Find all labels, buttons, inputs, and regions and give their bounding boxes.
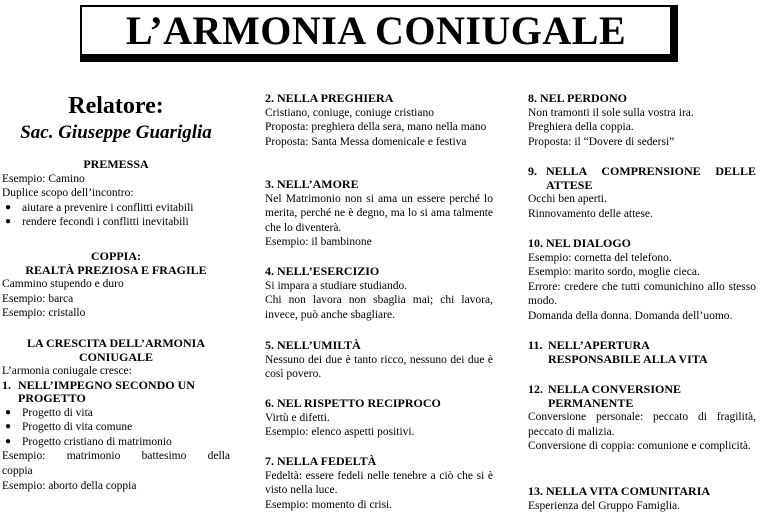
title-shadow xyxy=(80,5,678,62)
bullet-item xyxy=(2,406,230,421)
section-line: Esempio: il bambinone xyxy=(265,236,372,249)
item-1-heading-cont xyxy=(2,392,230,406)
crescita-example: Esempio: matrimonio battesimo della xyxy=(2,450,230,463)
section-line: Si impara a studiare studiando. xyxy=(265,279,408,292)
section-heading: 5. NELL’UMILTÀ xyxy=(265,338,361,352)
page-title: L’ARMONIA CONIUGALE xyxy=(80,5,672,56)
section-line: Nessuno dei due è tanto ricco, nessuno dei due è così povero. xyxy=(265,353,493,381)
premessa-line: Duplice scopo dell’incontro: xyxy=(2,187,134,200)
section-title: NELLA CONVERSIONE xyxy=(548,382,682,396)
section-title: ATTESE xyxy=(546,177,593,192)
section-heading xyxy=(528,165,756,179)
bullet-text: Progetto di vita comune xyxy=(22,421,133,434)
section-line: Chi non lavora non sbaglia mai; chi lavora, invece, può anche sbagliare. xyxy=(265,294,493,321)
crescita-intro: L’armonia coniugale cresce: xyxy=(2,365,132,377)
section-line: Proposta: il “Dovere di sedersi” xyxy=(528,135,675,148)
crescita-heading: LA CRESCITA DELL’ARMONIA xyxy=(26,336,206,350)
section-number: 9. xyxy=(528,164,537,178)
bullet-item xyxy=(2,420,230,435)
section-heading: 7. NELLA FEDELTÀ xyxy=(265,454,377,468)
section-5 xyxy=(265,339,493,382)
premessa-heading: PREMESSA xyxy=(83,157,149,171)
bullet-text: rendere fecondi i conflitti inevitabili xyxy=(22,216,189,229)
coppia-heading: COPPIA: xyxy=(91,249,141,263)
section-line: Fedeltà: essere fedeli nelle tenebre a ciò che si è visto nella luce. xyxy=(265,469,493,497)
crescita-subheading: CONIUGALE xyxy=(78,349,153,364)
coppia-line: Esempio: cristallo xyxy=(2,307,86,320)
section-heading-cont xyxy=(528,179,756,193)
relatore-label: Relatore: xyxy=(68,93,164,119)
section-heading xyxy=(528,383,756,397)
section-line: Esempio: cornetta del telefono. xyxy=(528,251,672,264)
section-line: Domanda della donna. Domanda dell’uomo. xyxy=(528,309,733,322)
section-heading: 2. NELLA PREGHIERA xyxy=(265,91,394,105)
section-line: Esempio: marito sordo, moglie cieca. xyxy=(528,266,700,279)
section-line: Rinnovamento delle attese. xyxy=(528,207,653,220)
relatore-name: Sac. Giuseppe Guariglia xyxy=(20,122,212,143)
section-line: Esempio: momento di crisi. xyxy=(265,498,393,511)
section-heading: 10. NEL DIALOGO xyxy=(528,236,632,250)
section-line: Esempio: elenco aspetti positivi. xyxy=(265,426,415,439)
coppia-line: Esempio: barca xyxy=(2,292,74,305)
section-line: Proposta: preghiera della sera, mano nella mano xyxy=(265,121,487,134)
section-crescita xyxy=(2,337,230,493)
bullet-item xyxy=(2,435,230,450)
bullet-icon: ● xyxy=(5,406,12,418)
item-title: PROGETTO xyxy=(18,391,86,406)
section-line: Errore: credere che tutti comunichino allo stesso modo. xyxy=(528,280,756,308)
section-heading: 6. NEL RISPETTO RECIPROCO xyxy=(265,396,441,410)
section-line: Proposta: Santa Messa domenicale e festiva xyxy=(265,135,467,148)
bullet-item xyxy=(2,215,230,230)
section-heading-cont xyxy=(528,397,756,411)
section-line: Non tramonti il sole sulla vostra ira. xyxy=(528,106,694,119)
section-title: NELL’APERTURA xyxy=(548,338,650,352)
bullet-item xyxy=(2,201,230,216)
premessa-line: Esempio: Camino xyxy=(2,172,85,185)
section-heading-cont xyxy=(528,353,756,367)
item-title: NELL’IMPEGNO SECONDO UN xyxy=(18,377,195,392)
coppia-subheading: REALTÀ PREZIOSA E FRAGILE xyxy=(25,262,207,277)
section-title: RESPONSABILE ALLA VITA xyxy=(548,351,708,366)
section-6 xyxy=(265,397,493,440)
section-line: Cristiano, coniuge, coniuge cristiano xyxy=(265,106,434,119)
bullet-text: Progetto cristiano di matrimonio xyxy=(22,435,172,448)
section-8 xyxy=(528,92,756,149)
section-line: Conversione di coppia: comunione e complicità. xyxy=(528,440,751,453)
section-line: Preghiera della coppia. xyxy=(528,121,634,134)
crescita-example-cont: coppia xyxy=(2,464,33,477)
section-2 xyxy=(265,92,493,149)
section-premessa xyxy=(2,158,230,230)
section-13 xyxy=(528,485,756,513)
section-heading: 4. NELL’ESERCIZIO xyxy=(265,264,380,278)
bullet-icon: ● xyxy=(5,201,12,213)
bullet-icon: ● xyxy=(5,421,12,433)
bullet-icon: ● xyxy=(5,216,12,228)
section-line: Nel Matrimonio non si ama un essere perché lo merita, perché ne è degno, ma lo si ama talmente che lo diventerà. xyxy=(265,192,493,234)
bullet-icon: ● xyxy=(5,435,12,447)
section-line: Occhi ben aperti. xyxy=(528,193,607,205)
crescita-example: Esempio: aborto della coppia xyxy=(2,479,137,492)
section-title: NELLA COMPRENSIONE DELLE xyxy=(546,164,756,178)
bullet-text: aiutare a prevenire i conflitti evitabili xyxy=(22,201,194,214)
section-coppia xyxy=(2,250,230,321)
section-3 xyxy=(265,178,493,250)
section-9 xyxy=(528,165,756,221)
item-number: 1. xyxy=(2,377,11,392)
coppia-line: Cammino stupendo e duro xyxy=(2,278,124,290)
section-11 xyxy=(528,339,756,366)
section-line: Esperienza del Gruppo Famiglia. xyxy=(528,499,681,512)
section-heading: 13. NELLA VITA COMUNITARIA xyxy=(528,484,711,498)
item-1-heading xyxy=(2,379,230,393)
bullet-text: Progetto di vita xyxy=(22,406,93,419)
section-7 xyxy=(265,455,493,512)
section-10 xyxy=(528,237,756,323)
section-4 xyxy=(265,265,493,322)
section-heading: 3. NELL’AMORE xyxy=(265,177,359,191)
section-heading xyxy=(528,339,756,353)
section-number: 12. xyxy=(528,382,543,396)
section-line: Conversione personale: peccato di fragilità, peccato di malizia. xyxy=(528,411,756,438)
section-heading: 8. NEL PERDONO xyxy=(528,91,628,105)
section-12 xyxy=(528,383,756,454)
section-line: Virtù e difetti. xyxy=(265,411,330,424)
section-number: 11. xyxy=(528,338,543,352)
section-title: PERMANENTE xyxy=(548,395,634,410)
